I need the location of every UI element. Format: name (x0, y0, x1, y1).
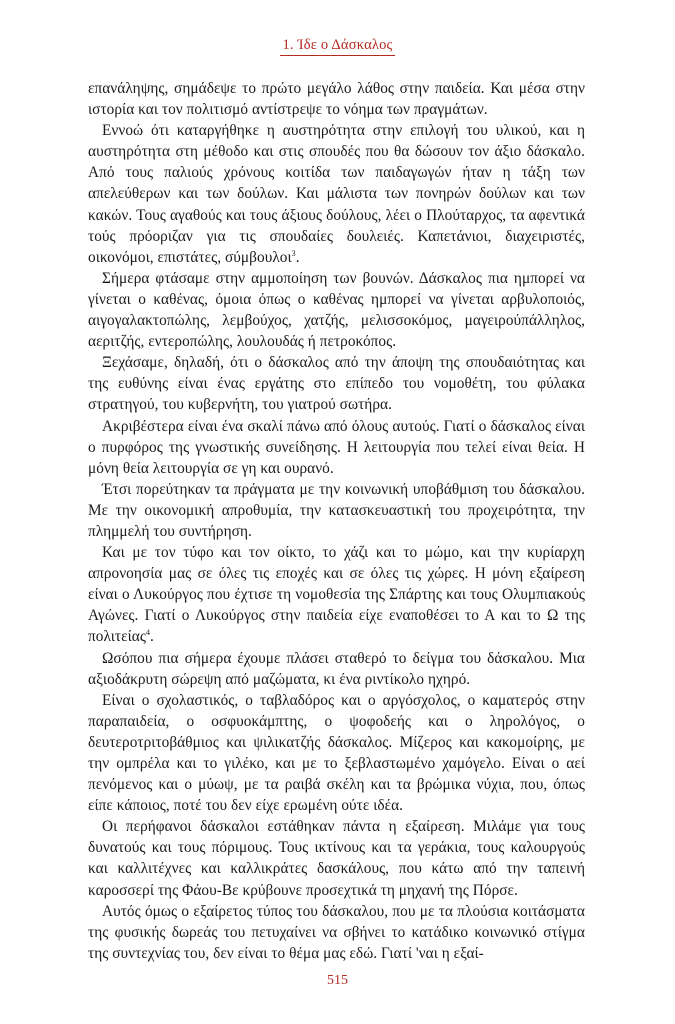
paragraph-text: Ξεχάσαμε, δηλαδή, ότι ο δάσκαλος από την άποψη της σπουδαιότητας και της ευθύνης είναι ένας εργάτης στο επίπεδο του νομοθέτη, του φύλακα στρατηγού, του κυβερνήτη, του γιατρού σωτήρα. (88, 354, 585, 414)
paragraph-text: Ακριβέστερα είναι ένα σκαλί πάνω από όλους αυτούς. Γιατί ο δάσκαλος είναι ο πυρφόρος της γνωστικής συνείδησης. Η λειτουργία που τελεί είναι θεία. Η μόνη θεία λειτουργία σε γη και ουρανό. (88, 417, 585, 477)
paragraph-text: Έτσι πορεύτηκαν τα πράγματα με την κοινωνική υποβάθμιση του δάσκαλου. Με την οικονομική απροθυμία, την κατασκευαστική του προχειρότητα, την πλημμελή του συντήρηση. (88, 480, 585, 540)
paragraph (88, 690, 585, 817)
paragraph (88, 901, 585, 964)
running-head: 1. Ίδε ο Δάσκαλος (280, 37, 394, 56)
paragraph (88, 352, 585, 415)
paragraph (88, 416, 585, 479)
paragraph-text: Και με τον τύφο και τον οίκτο, το χάζι και το μώμο, και την κυρίαρχη απρονοησία μας σε όλες τις εποχές και σε όλες τις χώρες. Η μόνη εξαίρεση είναι ο Λυκούργος που έχτισε τη νομοθεσία της Σπάρτης και τους Ολυμπιακούς Αγώνες. Γιατί ο Λυκούργος στην παιδεία είχε εναποθέσει το Α και το Ω της πολιτείας (88, 544, 585, 646)
page-header (0, 34, 675, 56)
paragraph: Και με τον τύφο και τον οίκτο, το χάζι και το μώμο, και την κυρίαρχη απρονοησία μας σε όλες τις εποχές και σε όλες τις χώρες. Η μόνη εξαίρεση είναι ο Λυκούργος που έχτισε τη νομοθεσία της Σπάρτης και τους Ολυμπιακούς Αγώνες. Γιατί ο Λυκούργος στην παιδεία είχε εναποθέσει το Α και το Ω της πολιτείας$^4$. (88, 544, 585, 646)
footnote-marker: 3 (291, 248, 296, 258)
paragraph-text: Είναι ο σχολαστικός, ο ταβλαδόρος και ο αργόσχολος, ο καματερός στην παραπαιδεία, ο οσφυοκάμπτης, ο ψοφοδεής και ο ληρολόγος, ο δευτεροτριτοβάθμιος και ψιλικατζής δάσκαλος. Μίζερος και κακομοίρης, με την ομπρέλα και το γιλέκο, και με το ξεβλαστωμένο χαμόγελο. Είναι ο αεί πενόμενος και ο μύωψ, με τα ραιβά σκέλη και τα βρώμικα νύχια, που, όπως είπε κάποιος, ποτέ του δεν είχε ερωμένη ούτε ιδέα. (88, 691, 585, 815)
paragraph-text: Ωσόπου πια σήμερα έχουμε πλάσει σταθερό το δείγμα του δάσκαλου. Μια αξιοδάκρυτη σώρεψη από μαζώματα, κι ένα ριντίκολο ηχηρό. (88, 649, 585, 688)
paragraph (88, 816, 585, 900)
page-number: 515 (327, 973, 348, 988)
paragraph (88, 78, 585, 120)
body-text (88, 78, 585, 964)
paragraph (88, 648, 585, 690)
paragraph-text: Εννοώ ότι καταργήθηκε η αυστηρότητα στην επιλογή του υλικού, και η αυστηρότητα στη μέθοδο και στις σπουδές που θα δώσουν τον άξιο δάσκαλο. Από τους παλιούς χρόνους κοιτίδα των παιδαγωγών ήταν η τάξη των απελεύθερων και των δούλων. Και μάλιστα των πονηρών δούλων και των κακών. Τους αγαθούς και τους άξιους δούλους, λέει ο Πλούταρχος, τα αφεντικά τούς πρόοριζαν για τις σπουδαίες δουλειές. Καπετάνιοι, διαχειριστές, οικονόμοι, επιστάτες, σύμβουλοι (88, 122, 585, 266)
paragraph-text: Οι περήφανοι δάσκαλοι εστάθηκαν πάντα η εξαίρεση. Μιλάμε για τους δυνατούς και τους πόριμους. Τους ικτίνους και τα γεράκια, τους καλουργούς και καλλιτέχνες και καλλικράτες δασκάλους, που κάτω από την ταπεινή καροσσερί της Φάου-Βε κρύβουνε προσεχτικά τη μηχανή της Πόρσε. (88, 818, 585, 899)
paragraph-text: επανάληψης, σημάδεψε το πρώτο μεγάλο λάθος στην παιδεία. Και μέσα στην ιστορία και τον πολιτισμό αντίστρεψε το νόημα των πραγμάτων. (88, 80, 585, 119)
paragraph-text: Αυτός όμως ο εξαίρετος τύπος του δάσκαλου, που με τα πλούσια κοιτάσματα της φυσικής δωρεάς του πετυχαίνει να σβήνει το κατάδικο κοινωνικό στίγμα της συντεχνίας του, δεν είναι το θέμα μας εδώ. Γιατί 'ναι η εξαί- (88, 902, 585, 962)
paragraph: Εννοώ ότι καταργήθηκε η αυστηρότητα στην επιλογή του υλικού, και η αυστηρότητα στη μέθοδο και στις σπουδές που θα δώσουν τον άξιο δάσκαλο. Από τους παλιούς χρόνους κοιτίδα των παιδαγωγών ήταν η τάξη των απελεύθερων και των δούλων. Και μάλιστα των πονηρών δούλων και των κακών. Τους αγαθούς και τους άξιους δούλους, λέει ο Πλούταρχος, τα αφεντικά τούς πρόοριζαν για τις σπουδαίες δουλειές. Καπετάνιοι, διαχειριστές, οικονόμοι, επιστάτες, σύμβουλοι$^3$. (88, 122, 585, 266)
paragraph-text: Σήμερα φτάσαμε στην αμμοποίηση των βουνών. Δάσκαλος πια ημπορεί να γίνεται ο καθένας, όμοια όπως ο καθένας ημπορεί να γίνεται αρβυλοποιός, αιγογαλακτοπώλης, λεμβούχος, χατζής, μελισσοκόμος, μαγειρούπάλληλος, αεριτζής, εντεροπώλης, λουλουδάς ή πετροκόπος. (88, 269, 585, 351)
footnote-marker: 4 (145, 628, 150, 638)
paragraph (88, 268, 585, 352)
paragraph (88, 479, 585, 542)
